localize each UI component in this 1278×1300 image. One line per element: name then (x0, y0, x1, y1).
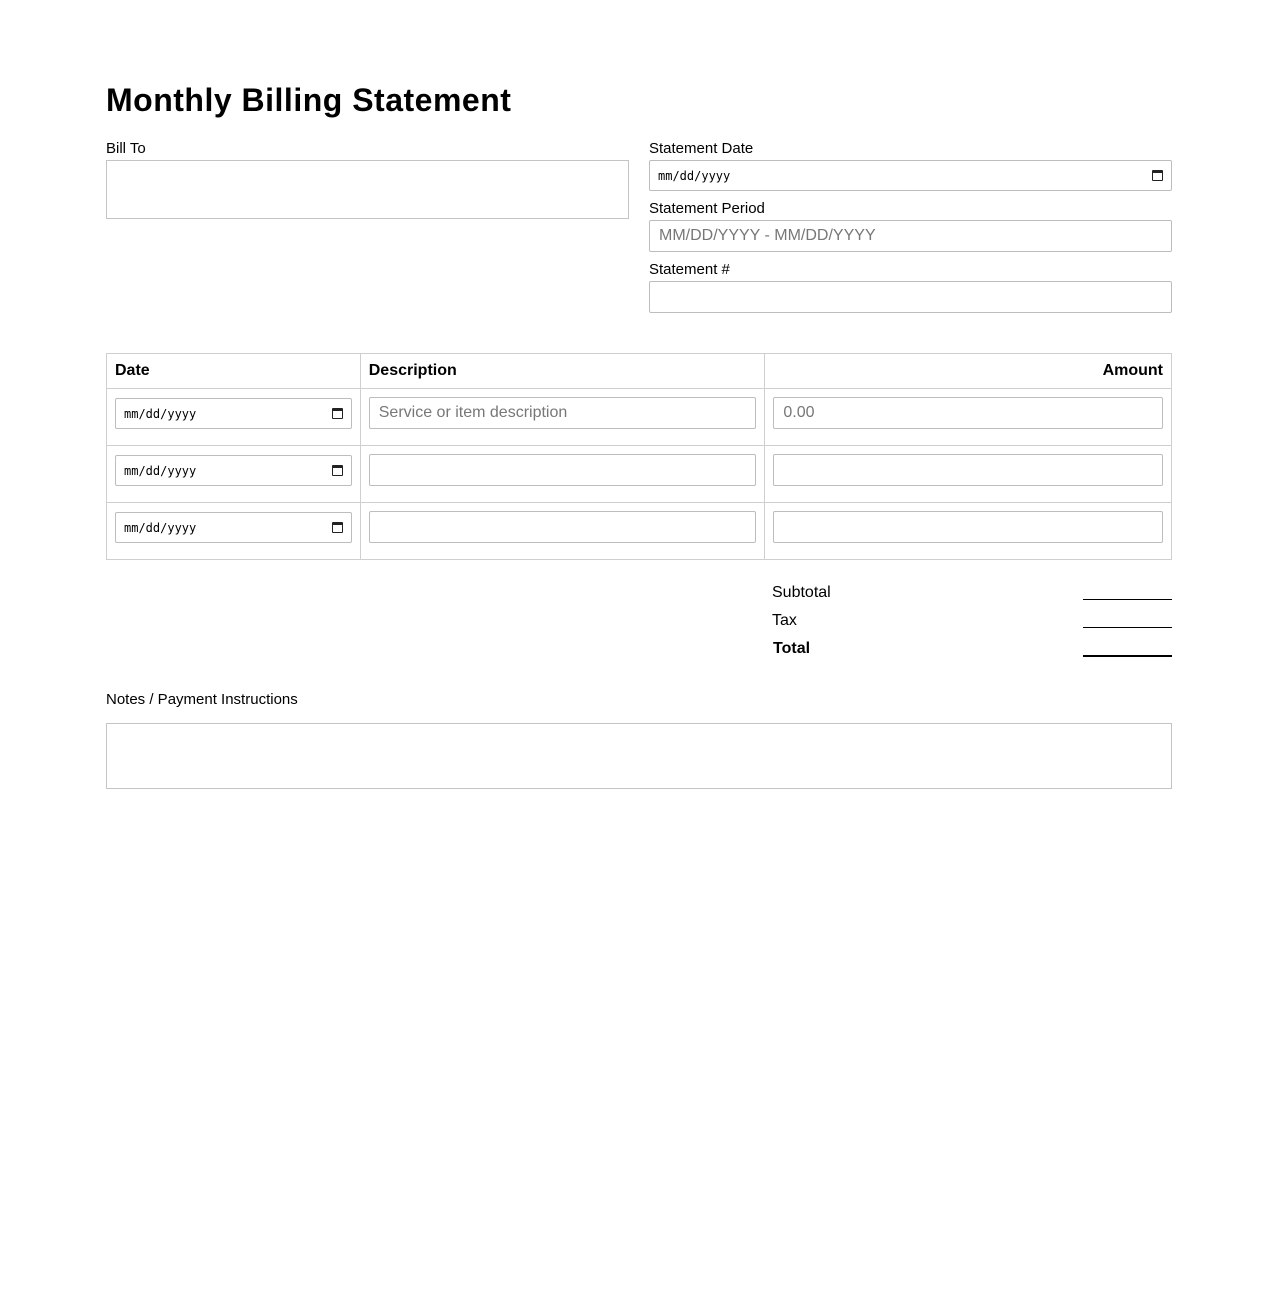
notes-label: Notes / Payment Instructions (106, 691, 298, 708)
line-items-table (106, 353, 1172, 560)
total-row (772, 636, 1172, 664)
subtotal-row (772, 580, 1172, 608)
amount-cell (765, 503, 1172, 560)
total-label: Total (773, 640, 811, 657)
calendar-icon[interactable] (332, 408, 343, 419)
table-row (107, 503, 1172, 560)
column-header-amount: Amount (765, 354, 1172, 389)
statement-number-input[interactable] (649, 281, 1172, 313)
statement-date-label: Statement Date (649, 140, 754, 157)
row-description-input[interactable] (369, 397, 757, 429)
statement-period-label: Statement Period (649, 200, 765, 217)
page-title: Monthly Billing Statement (106, 82, 512, 118)
statement-date-input[interactable] (649, 160, 1172, 191)
column-header-date: Date (107, 354, 361, 389)
notes-textarea[interactable] (106, 723, 1172, 789)
date-cell (107, 446, 361, 503)
row-amount-input[interactable] (773, 511, 1163, 543)
row-date-value: mm/dd/yyyy (124, 463, 197, 478)
description-cell (360, 389, 765, 446)
amount-placeholder: 0.00 (783, 404, 815, 421)
column-header-description: Description (360, 354, 765, 389)
statement-period-input[interactable] (649, 220, 1172, 252)
row-amount-input[interactable] (773, 397, 1163, 429)
row-date-value: mm/dd/yyyy (124, 520, 197, 535)
table-row (107, 389, 1172, 446)
tax-value-line (1083, 627, 1172, 628)
tax-label: Tax (772, 612, 797, 629)
date-cell (107, 503, 361, 560)
bill-to-label: Bill To (106, 140, 146, 157)
amount-cell (765, 446, 1172, 503)
amount-cell (765, 389, 1172, 446)
row-date-input[interactable] (115, 398, 352, 429)
description-cell (360, 503, 765, 560)
date-cell (107, 389, 361, 446)
row-date-value: mm/dd/yyyy (124, 406, 197, 421)
totals-block (772, 580, 1172, 664)
subtotal-value-line (1083, 599, 1172, 600)
row-date-input[interactable] (115, 512, 352, 543)
statement-period-placeholder: MM/DD/YYYY - MM/DD/YYYY (659, 227, 876, 244)
table-row (107, 446, 1172, 503)
row-description-input[interactable] (369, 454, 757, 486)
row-date-input[interactable] (115, 455, 352, 486)
bill-to-textarea[interactable] (106, 160, 629, 219)
total-value-line (1083, 655, 1172, 657)
description-placeholder: Service or item description (378, 404, 568, 421)
statement-number-label: Statement # (649, 261, 730, 278)
subtotal-label: Subtotal (772, 584, 831, 601)
row-description-input[interactable] (369, 511, 757, 543)
row-amount-input[interactable] (773, 454, 1163, 486)
statement-date-value: mm/dd/yyyy (658, 168, 731, 183)
tax-row (772, 608, 1172, 636)
calendar-icon[interactable] (332, 522, 343, 533)
calendar-icon[interactable] (1152, 170, 1163, 181)
calendar-icon[interactable] (332, 465, 343, 476)
table-header-row (107, 354, 1172, 389)
description-cell (360, 446, 765, 503)
